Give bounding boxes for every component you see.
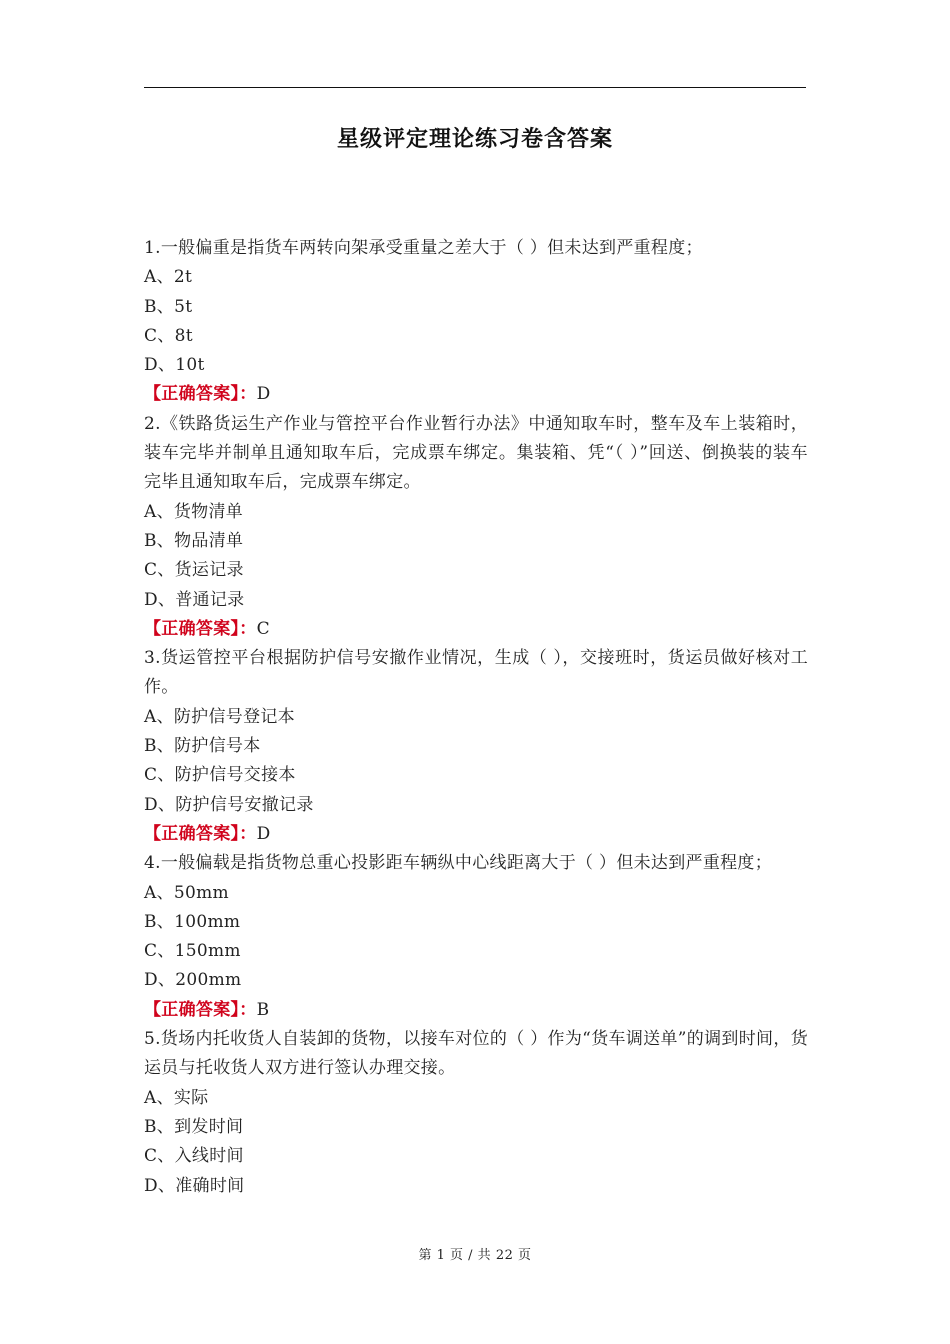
- answer-label: 【正确答案】：: [144, 999, 257, 1020]
- option-c: C、8t: [144, 325, 193, 346]
- option-b: B、到发时间: [144, 1116, 244, 1137]
- answer-label: 【正确答案】：: [144, 823, 257, 844]
- question-text: 5.货场内托收货人自装卸的货物，以接车对位的（ ）作为“货车调送单”的调到时间，货运员与托收货人双方进行签认办理交接。: [144, 1029, 808, 1079]
- option-c: C、防护信号交接本: [144, 765, 296, 786]
- option-a: A、2t: [144, 267, 193, 288]
- option-a: A、实际: [144, 1087, 209, 1108]
- option-d: D、准确时间: [144, 1175, 245, 1196]
- option-c: C、入线时间: [144, 1146, 244, 1167]
- question-text: 4.一般偏载是指货物总重心投影距车辆纵中心线距离大于（ ）但未达到严重程度；: [144, 853, 773, 874]
- option-a: A、防护信号登记本: [144, 706, 295, 727]
- answer-value: D: [256, 384, 271, 405]
- document-title: 星级评定理论练习卷含答案: [336, 126, 613, 152]
- correct-answer: [144, 380, 808, 409]
- correct-answer: [144, 615, 808, 644]
- option-d: D、200mm: [144, 970, 242, 991]
- question-text: 1.一般偏重是指货车两转向架承受重量之差大于（ ）但未达到严重程度；: [144, 238, 703, 258]
- question-text: 3.货运管控平台根据防护信号安撤作业情况，生成（ ），交接班时，货运员做好核对工作。: [144, 648, 808, 698]
- answer-value: B: [256, 999, 270, 1020]
- option-c: C、货运记录: [144, 560, 244, 581]
- answer-value: C: [256, 618, 270, 639]
- answer-value: D: [256, 823, 271, 844]
- question-list: [144, 234, 808, 1201]
- question-5: [144, 1025, 808, 1201]
- correct-answer: [144, 820, 808, 849]
- question-2: [144, 410, 808, 644]
- question-4: [144, 849, 808, 1025]
- page-footer: 第 1 页 / 共 22 页: [418, 1248, 532, 1263]
- option-d: D、普通记录: [144, 589, 245, 610]
- option-b: B、5t: [144, 296, 193, 317]
- option-b: B、100mm: [144, 911, 241, 932]
- question-3: [144, 644, 808, 849]
- option-b: B、物品清单: [144, 530, 244, 551]
- answer-label: 【正确答案】：: [144, 618, 257, 639]
- correct-answer: [144, 996, 808, 1025]
- option-b: B、防护信号本: [144, 736, 261, 757]
- option-a: A、50mm: [144, 882, 229, 903]
- option-c: C、150mm: [144, 941, 241, 962]
- header-rule: [144, 87, 806, 88]
- option-d: D、10t: [144, 355, 205, 376]
- option-d: D、防护信号安撤记录: [144, 794, 314, 815]
- answer-label: 【正确答案】：: [144, 384, 257, 405]
- option-a: A、货物清单: [144, 501, 244, 522]
- question-1: [144, 234, 808, 410]
- question-text: 2.《铁路货运生产作业与管控平台作业暂行办法》中通知取车时，整车及车上装箱时，装车完毕并制单且通知取车后，完成票车绑定。集装箱、凭“（ ）”回送、倒换装的装车完毕且通知取车后，完成票车绑定。: [144, 413, 808, 493]
